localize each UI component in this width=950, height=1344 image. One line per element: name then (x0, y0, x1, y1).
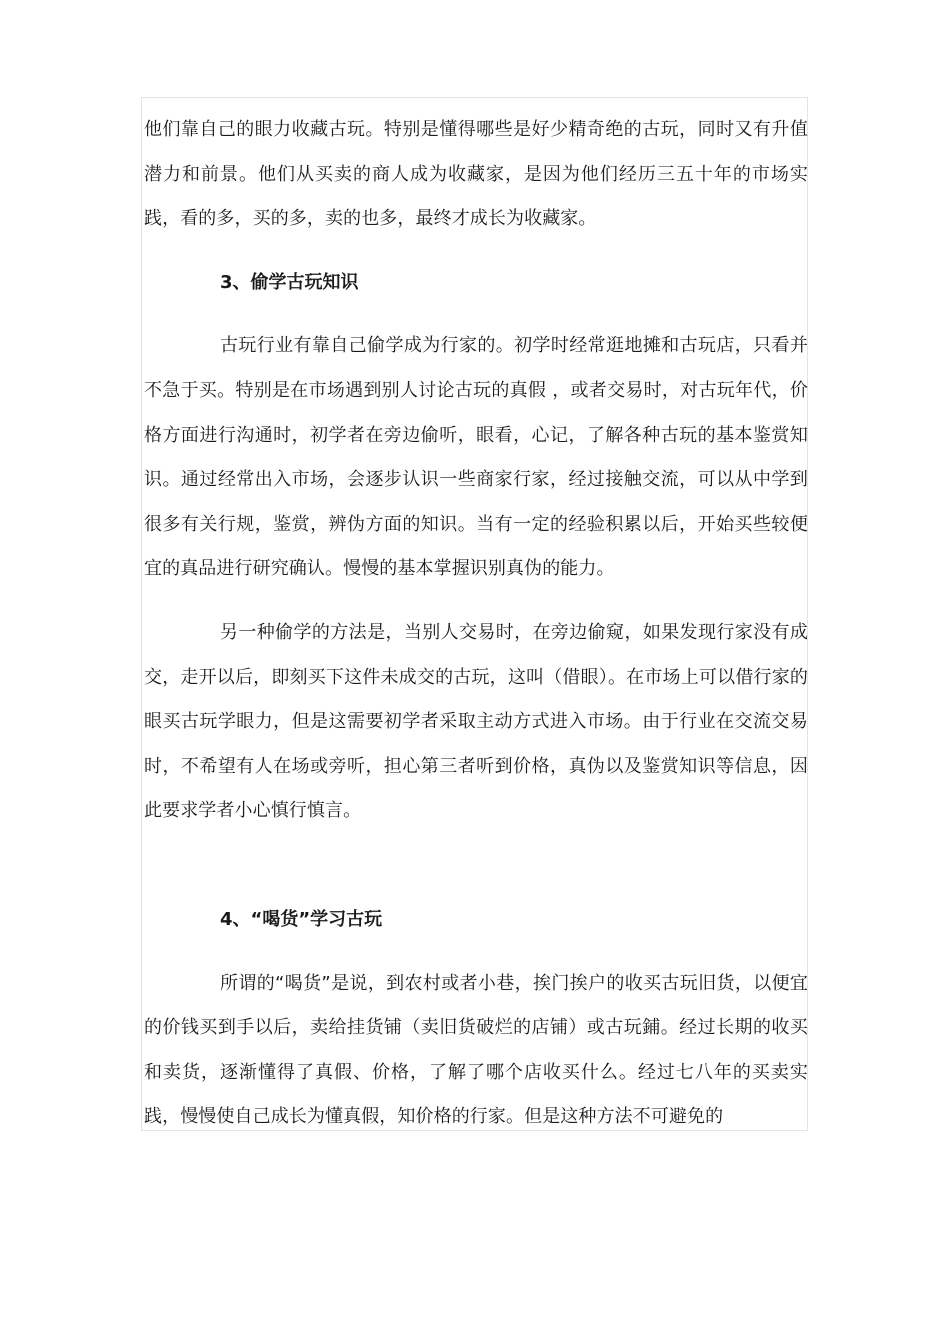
spacer (144, 242, 808, 261)
paragraph-self-study: 古玩行业有靠自己偷学成为行家的。初学时经常逛地摊和古玩店，只看并不急于买。特别是在市场遇到别人讨论古玩的真假 ，或者交易时，对古玩年代，价格方面进行沟通时，初学者在旁边偷听，眼看，心记，了解各种古玩的基本鉴赏知识。通过经常出入市场，会逐步认识一些商家行家，经过接触交流，可以从中学到很多有关行规，鉴赏，辨伪方面的知识。当有一定的经验积累以后，开始买些较便宜的真品进行研究确认。慢慢的基本掌握识别真伪的能力。 (144, 335, 808, 580)
paragraph-borrow-eye: 另一种偷学的方法是，当别人交易时，在旁边偷窥，如果发现行家没有成交，走开以后，即刻买下这件未成交的古玩，这叫（借眼）。在市场上可以借行家的眼买古玩学眼力，但是这需要初学者采取主动方式进入市场。由于行业在交流交易时，不希望有人在场或旁听，担心第三者听到价格，真伪以及鉴赏知识等信息，因此要求学者小心慎行慎言。 (144, 621, 808, 822)
spacer (144, 834, 808, 898)
spacer (144, 305, 808, 324)
spacer (144, 943, 808, 962)
document-body (144, 108, 808, 1140)
section-heading-3: 3、偷学古玩知识 (220, 271, 359, 293)
section-heading-4: 4、“喝货”学习古玩 (220, 908, 383, 930)
spacer (144, 592, 808, 611)
paragraph-collectors: 他们靠自己的眼力收藏古玩。特别是懂得哪些是好少精奇绝的古玩，同时又有升值潜力和前景。他们从买卖的商人成为收藏家，是因为他们经历三五十年的市场实践，看的多，买的多，卖的也多，最终才成长为收藏家。 (144, 119, 808, 230)
paragraph-hehuo: 所谓的“喝货”是说，到农村或者小巷，挨门挨户的收买古玩旧货，以便宜的价钱买到手以后，卖给挂货铺（卖旧货破烂的店铺）或古玩鋪。经过长期的收买和卖货，逐渐懂得了真假、价格，了解了哪个店收买什么。经过七八年的买卖实践，慢慢使自己成长为懂真假，知价格的行家。但是这种方法不可避免的 (144, 972, 808, 1128)
